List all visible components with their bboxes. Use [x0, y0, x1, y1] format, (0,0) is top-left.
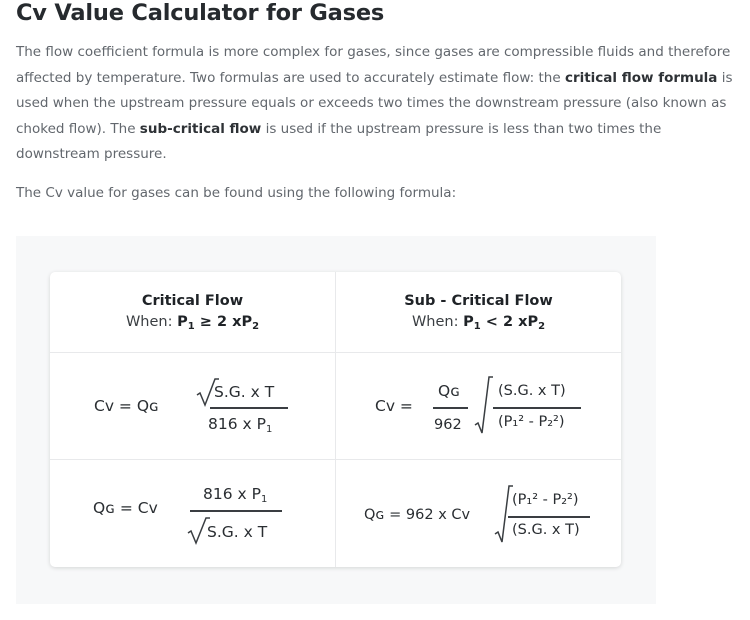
- subcritical-cv-root-numerator: (S.G. x T): [498, 383, 566, 399]
- when-label: When:: [125, 314, 178, 330]
- intro-text: is used when the upstream pressure equals or exceeds two times the downstream pressure (also known as choked flow). The: [16, 69, 733, 137]
- subcritical-flow-heading: Sub - Critical Flow: [404, 293, 553, 309]
- subcritical-qg-root-numerator: (P₁² - P₂²): [512, 492, 579, 508]
- critical-qg-lhs: Qɢ = Cv: [93, 499, 158, 517]
- fraction-bar: [190, 510, 282, 512]
- numerator-text: 816 x P: [203, 485, 261, 503]
- subcritical-cv-fraction-denominator: 962: [434, 417, 462, 433]
- p1-subscript: 1: [187, 321, 195, 332]
- row-divider: [50, 352, 621, 353]
- square-root-icon: [494, 484, 514, 544]
- lead-paragraph: The Cv value for gases can be found using the following formula:: [16, 185, 457, 201]
- fraction-bar: [210, 407, 288, 409]
- row-divider: [50, 459, 621, 460]
- critical-cv-lhs: Cv = Qɢ: [94, 397, 159, 415]
- fraction-bar: [508, 516, 590, 518]
- square-root-icon: [474, 375, 494, 435]
- critical-qg-numerator: [203, 485, 267, 503]
- header-critical-flow: [50, 291, 335, 333]
- critical-qg-denominator: S.G. x T: [207, 523, 268, 541]
- intro-bold-critical: critical flow formula: [564, 69, 718, 86]
- intro-bold-subcritical: sub-critical flow: [139, 120, 262, 137]
- critical-cv-numerator: S.G. x T: [214, 383, 275, 401]
- when-label: When:: [411, 314, 464, 330]
- p2-subscript: 2: [538, 321, 546, 332]
- subcritical-flow-condition: [336, 311, 621, 333]
- p1-subscript: 1: [473, 321, 481, 332]
- subcritical-qg-root-denominator: (S.G. x T): [512, 522, 580, 538]
- page-title: Cv Value Calculator for Gases: [16, 0, 385, 26]
- formula-table: [50, 272, 621, 567]
- condition-operator: < 2 xP: [480, 314, 539, 330]
- p1-subscript: 1: [260, 494, 268, 505]
- fraction-bar: [433, 407, 468, 409]
- condition-operator: ≥ 2 xP: [194, 314, 253, 330]
- subcritical-cv-fraction-numerator: Qɢ: [438, 382, 460, 400]
- denominator-text: 816 x P: [208, 415, 266, 433]
- p1-symbol: P: [177, 314, 188, 330]
- header-subcritical-flow: [336, 291, 621, 333]
- subcritical-cv-lhs: Cv =: [375, 397, 413, 415]
- subcritical-cv-root-denominator: (P₁² - P₂²): [498, 414, 565, 430]
- critical-flow-heading: Critical Flow: [141, 293, 244, 309]
- intro-text: is used if the upstream pressure is less than two times the downstream pressure.: [16, 120, 662, 162]
- p1-symbol: P: [463, 314, 474, 330]
- subcritical-qg-lhs: Qɢ = 962 x Cv: [364, 507, 471, 523]
- p1-subscript: 1: [265, 424, 273, 435]
- intro-text: The flow coefficient formula is more complex for gases, since gases are compressible fluids and therefore affected by temperature. Two formulas are used to accurately estimate flow: the: [16, 44, 731, 86]
- fraction-bar: [493, 407, 581, 409]
- intro-paragraph: [16, 40, 744, 168]
- p2-subscript: 2: [252, 321, 260, 332]
- critical-cv-denominator: [208, 415, 272, 433]
- critical-flow-condition: [50, 311, 335, 333]
